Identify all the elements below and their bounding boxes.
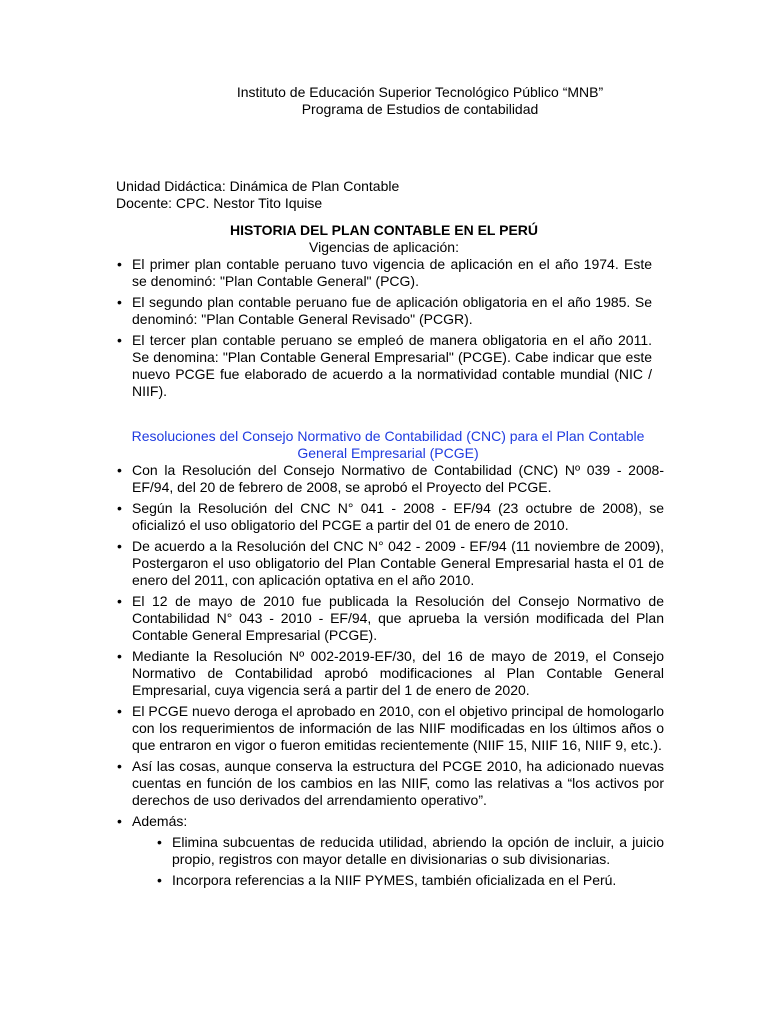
sub-list-item: • Incorpora referencias a la NIIF PYMES, también oficializada en el Perú.: [156, 872, 664, 889]
resolutions-title: Resoluciones del Consejo Normativo de Contabilidad (CNC) para el Plan Contable General Empresarial (PCGE): [131, 428, 645, 461]
list-item: • El tercer plan contable peruano se empleó de manera obligatoria en el año 2011. Se denomina: "Plan Contable General Empresarial" (PCGE). Cabe indicar que este nuevo PCGE fue elaborado de acuerdo a la normatividad contable mundial (NIC / NIIF).: [116, 332, 652, 400]
institute-name: Instituto de Educación Superior Tecnológico Público “MNB”: [236, 84, 604, 100]
list-item: • Con la Resolución del Consejo Normativo de Contabilidad (CNC) Nº 039 - 2008-EF/94, del 20 de febrero de 2008, se aprobó el Proyecto del PCGE.: [116, 462, 664, 496]
list-item: • El segundo plan contable peruano fue de aplicación obligatoria en el año 1985. Se denominó: "Plan Contable General Revisado" (PCGR).: [116, 294, 652, 328]
list-item: • El PCGE nuevo deroga el aprobado en 2010, con el objetivo principal de homologarlo con los requerimientos de información de las NIIF modificadas en los últimos años o que entraron en vigor o fueron emitidas recientemente (NIIF 15, NIIF 16, NIIF 9, etc.).: [116, 703, 664, 754]
history-title: HISTORIA DEL PLAN CONTABLE EN EL PERÚ: [229, 222, 539, 238]
sub-list: [156, 834, 664, 889]
list-item: • Así las cosas, aunque conserva la estructura del PCGE 2010, ha adicionado nuevas cuentas en función de los cambios en las NIIF, como las relativas a “los activos por derechos de uso derivados del arrendamiento operativo”.: [116, 758, 664, 809]
list-item: • De acuerdo a la Resolución del CNC N° 042 - 2009 - EF/94 (11 noviembre de 2009), Postergaron el uso obligatorio del Plan Contable General Empresarial hasta el 01 de enero del 2011, con aplicación optativa en el año 2010.: [116, 538, 664, 589]
teacher-name: Docente: CPC. Nestor Tito Iquise: [116, 195, 323, 211]
didactic-unit: Unidad Didáctica: Dinámica de Plan Contable: [116, 178, 400, 194]
list-item: • Mediante la Resolución Nº 002-2019-EF/30, del 16 de mayo de 2019, el Consejo Normativo de Contabilidad aprobó modificaciones al Plan Contable General Empresarial, cuya vigencia será a partir del 1 de enero de 2020.: [116, 648, 664, 699]
list-item-label: Además:: [132, 813, 188, 829]
list-item: • Según la Resolución del CNC N° 041 - 2008 - EF/94 (23 octubre de 2008), se oficializó el uso obligatorio del PCGE a partir del 01 de enero de 2010.: [116, 500, 664, 534]
document-header: [152, 84, 688, 118]
program-name: Programa de Estudios de contabilidad: [301, 101, 539, 117]
sub-list-item: • Elimina subcuentas de reducida utilidad, abriendo la opción de incluir, a juicio propio, registros con mayor detalle en divisionarias o sub divisionarias.: [156, 834, 664, 868]
list-item: [116, 813, 664, 889]
history-list: [116, 256, 652, 400]
unit-info: [116, 178, 652, 212]
list-item: • El primer plan contable peruano tuvo vigencia de aplicación en el año 1974. Este se denominó: "Plan Contable General" (PCG).: [116, 256, 652, 290]
history-subtitle: Vigencias de aplicación:: [309, 239, 459, 255]
resolutions-list: [116, 462, 664, 889]
list-item: • El 12 de mayo de 2010 fue publicada la Resolución del Consejo Normativo de Contabilidad N° 043 - 2010 - EF/94, que aprueba la versión modificada del Plan Contable General Empresarial (PCGE).: [116, 593, 664, 644]
